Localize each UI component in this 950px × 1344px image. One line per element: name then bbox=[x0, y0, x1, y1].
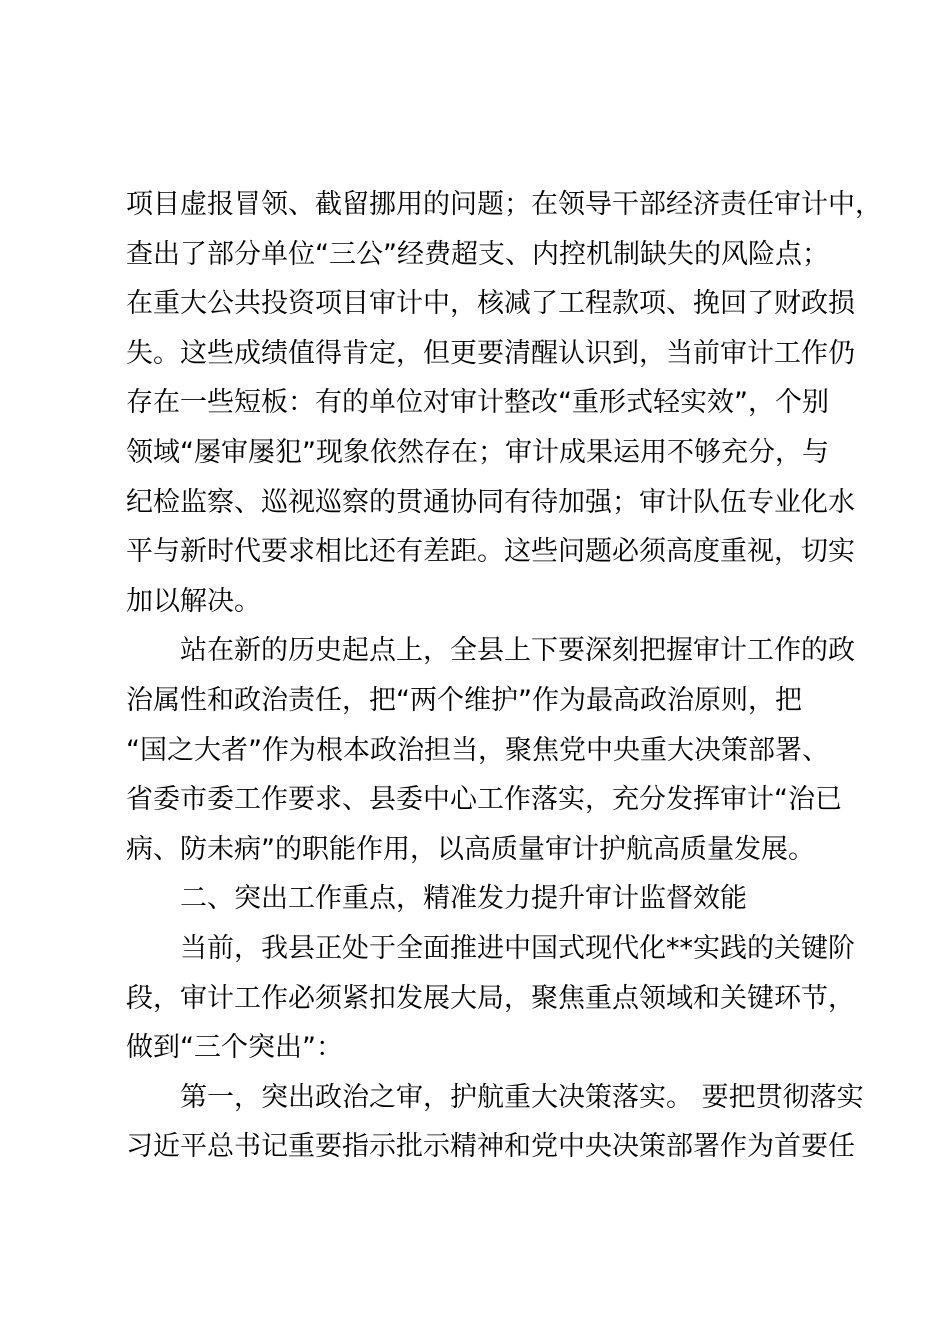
paragraph-start-line: 第一，突出政治之审，护航重大决策落实。 要把贯彻落实 bbox=[180, 1081, 864, 1113]
text-line: 省委市委工作要求、县委中心工作落实，充分发挥审计“治已 bbox=[126, 784, 842, 816]
text-line: 纪检监察、巡视巡察的贯通协同有待加强；审计队伍专业化水 bbox=[126, 486, 855, 518]
paragraph-start-line: 当前，我县正处于全面推进中国式现代化**实践的关键阶 bbox=[180, 932, 855, 964]
text-line: 失。这些成绩值得肯定，但更要清醒认识到，当前审计工作仍 bbox=[126, 337, 855, 369]
text-line: “国之大者”作为根本政治担当，聚焦党中央重大决策部署、 bbox=[126, 734, 829, 766]
text-line: 治属性和政治责任，把“两个维护”作为最高政治原则，把 bbox=[126, 684, 802, 716]
text-line: 加以解决。 bbox=[126, 585, 261, 617]
text-line: 领域“屡审屡犯”现象依然存在；审计成果运用不够充分，与 bbox=[126, 436, 829, 468]
text-line: 查出了部分单位“三公”经费超支、内控机制缺失的风险点； bbox=[126, 238, 829, 270]
text-line: 平与新时代要求相比还有差距。这些问题必须高度重视，切实 bbox=[126, 536, 855, 568]
text-line: 存在一些短板：有的单位对审计整改“重形式轻实效”，个别 bbox=[126, 387, 829, 419]
text-line: 做到“三个突出”： bbox=[126, 1032, 343, 1064]
document-body bbox=[126, 180, 882, 1172]
text-line: 病、防未病”的职能作用，以高质量审计护航高质量发展。 bbox=[126, 833, 815, 865]
text-line: 在重大公共投资项目审计中，核减了工程款项、挽回了财政损 bbox=[126, 288, 855, 320]
section-heading: 二、突出工作重点，精准发力提升审计监督效能 bbox=[180, 883, 747, 915]
text-line: 段，审计工作必须紧扣发展大局，聚焦重点领域和关键环节， bbox=[126, 982, 855, 1014]
text-line: 习近平总书记重要指示批示精神和党中央决策部署作为首要任 bbox=[126, 1131, 855, 1163]
paragraph-start-line: 站在新的历史起点上，全县上下要深刻把握审计工作的政 bbox=[180, 635, 855, 667]
text-line: 项目虚报冒领、截留挪用的问题；在领导干部经济责任审计中， bbox=[126, 189, 882, 220]
